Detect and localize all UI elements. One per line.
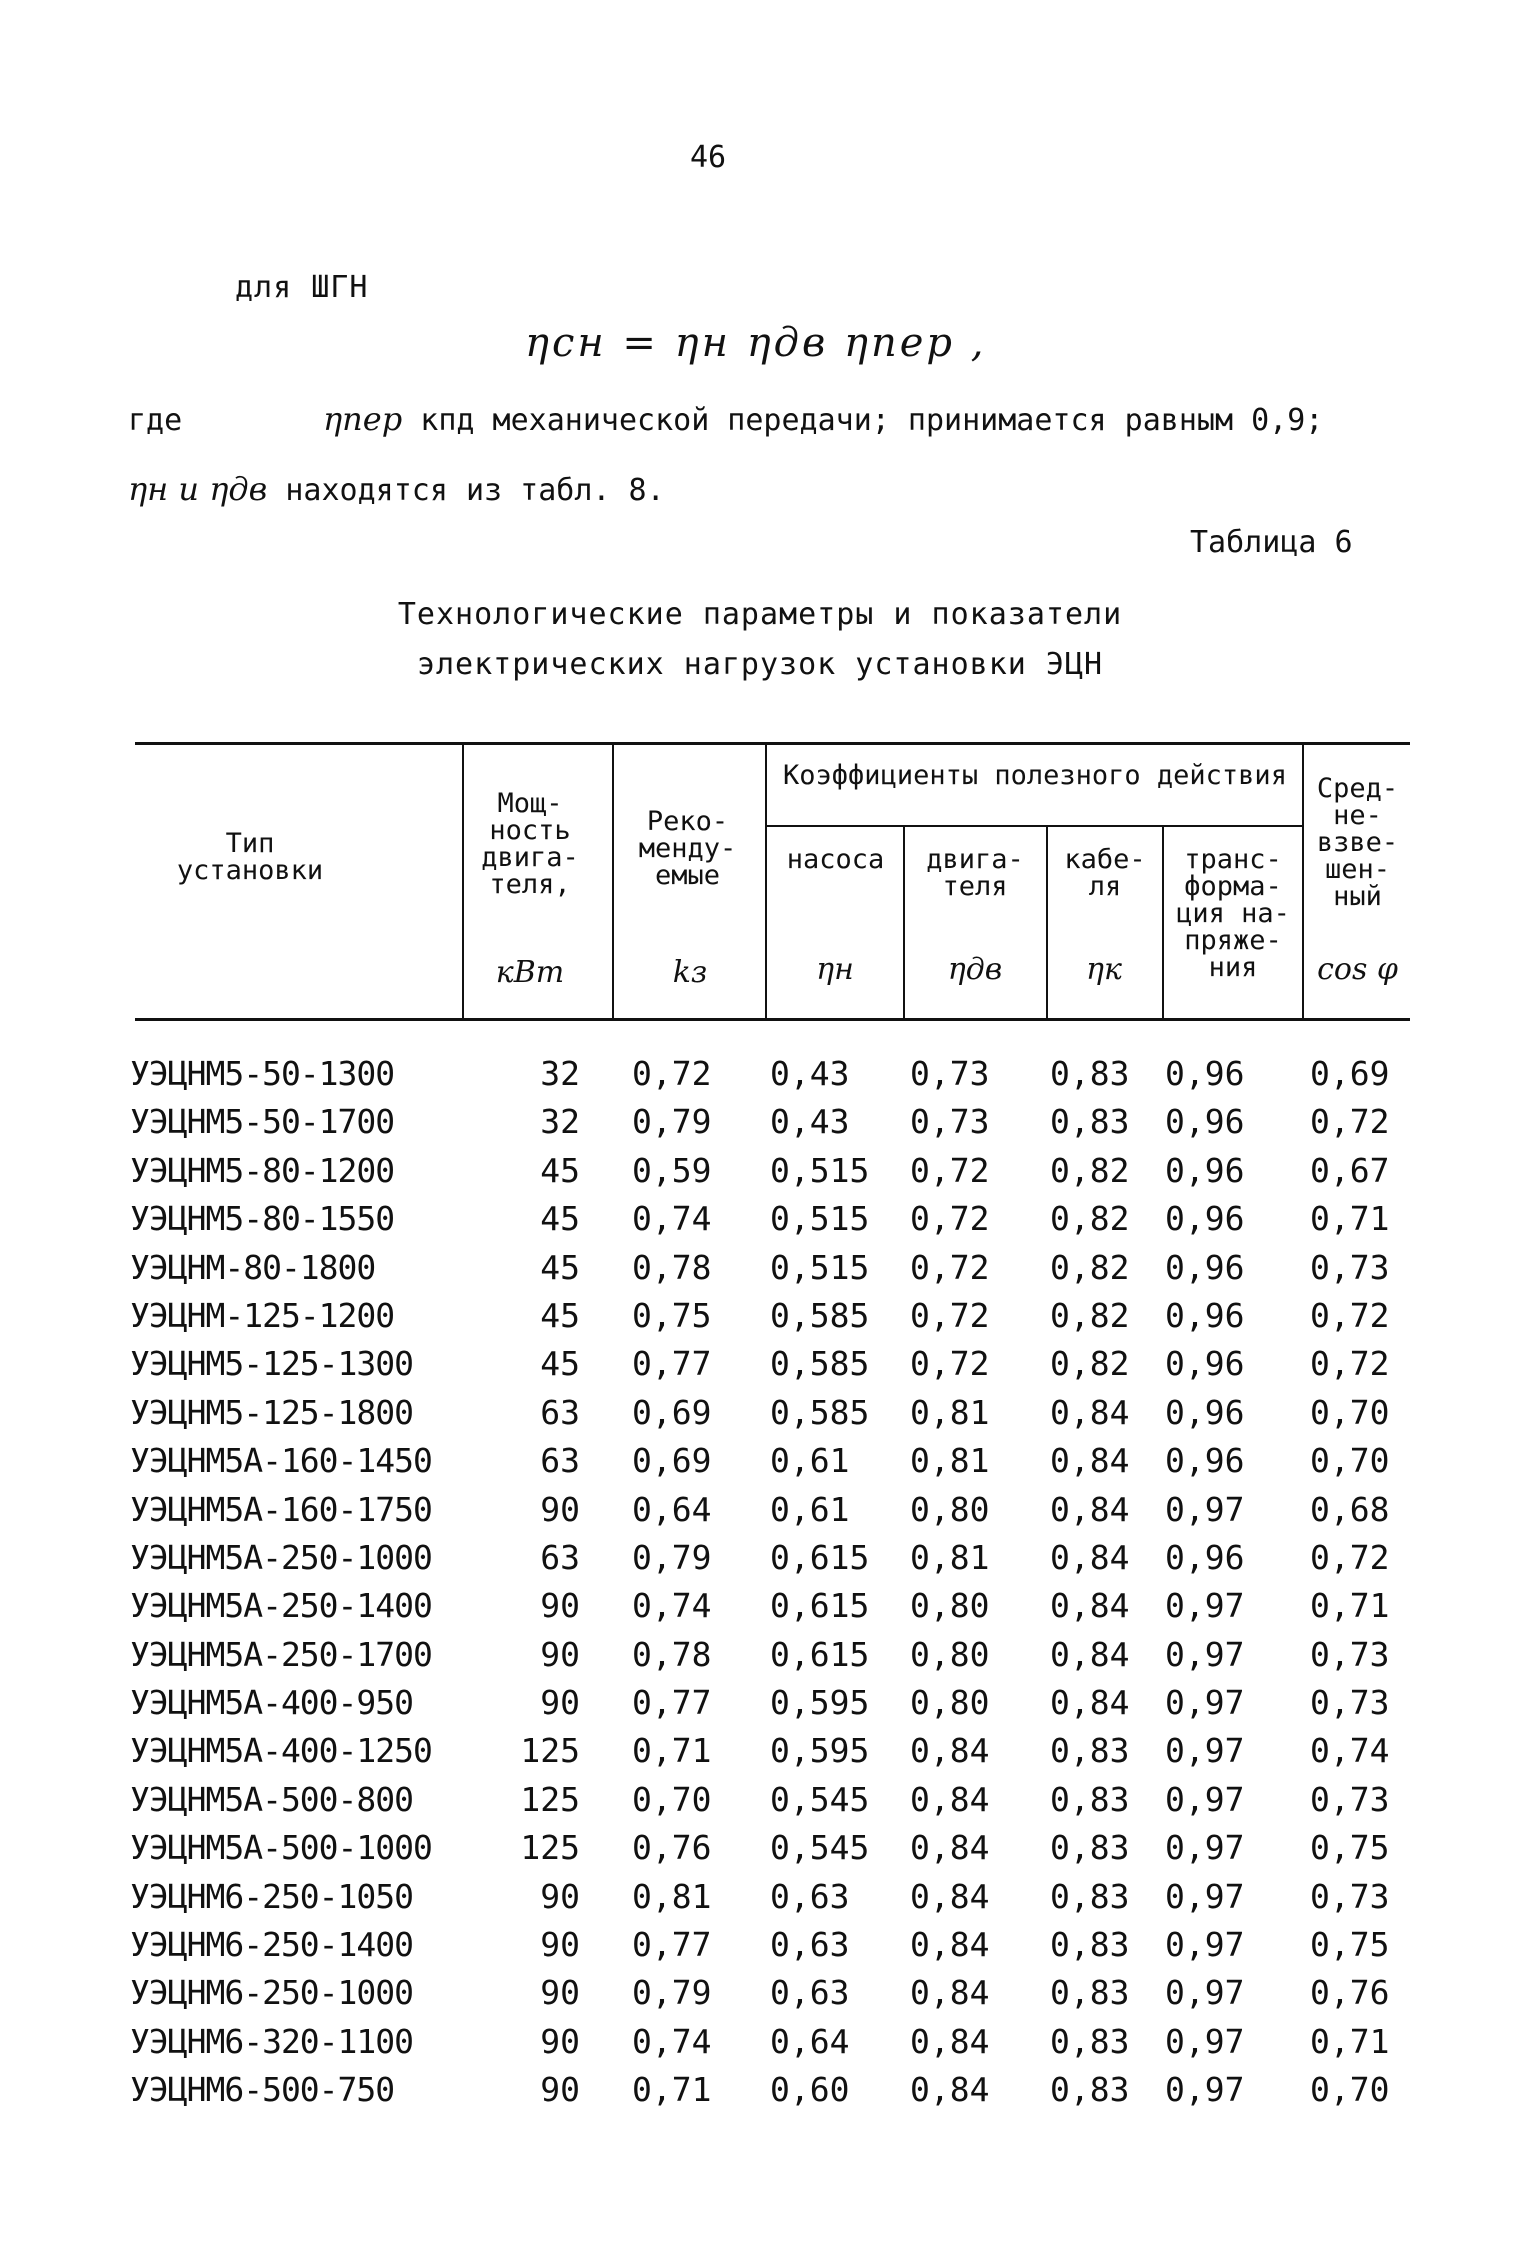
table-row	[0, 1389, 1536, 1437]
recommended-cell: 0,59	[632, 1150, 712, 1190]
type-cell: УЭЦНМ-80-1800	[130, 1247, 376, 1287]
header-average: Сред- не- взве- шен- ный	[1316, 773, 1399, 912]
header-transform: транс- форма- ция на- пряже- ния	[1176, 844, 1290, 983]
average-cos-phi-cell: 0,70	[1310, 2070, 1390, 2110]
motor-efficiency-cell: 0,80	[910, 1683, 990, 1723]
cable-efficiency-cell: 0,84	[1050, 1586, 1130, 1626]
power-cell: 90	[540, 1876, 580, 1916]
column-divider	[462, 744, 464, 1020]
transform-efficiency-cell: 0,96	[1165, 1247, 1245, 1287]
type-cell: УЭЦНМ5А-160-1450	[130, 1441, 432, 1481]
recommended-cell: 0,75	[632, 1295, 712, 1335]
motor-efficiency-cell: 0,80	[910, 1634, 990, 1674]
table-row	[0, 1292, 1536, 1340]
cable-efficiency-cell: 0,82	[1050, 1295, 1130, 1335]
column-divider	[903, 826, 905, 1020]
transform-efficiency-cell: 0,97	[1165, 1779, 1245, 1819]
motor-efficiency-cell: 0,72	[910, 1344, 990, 1384]
power-cell: 45	[540, 1150, 580, 1190]
pump-efficiency-cell: 0,515	[770, 1199, 870, 1239]
cable-efficiency-cell: 0,82	[1050, 1199, 1130, 1239]
average-cos-phi-cell: 0,76	[1310, 1973, 1390, 2013]
power-cell: 90	[540, 1925, 580, 1965]
transform-efficiency-cell: 0,96	[1165, 1199, 1245, 1239]
efficiency-symbols: ηн и ηдв	[128, 470, 268, 508]
transform-efficiency-cell: 0,97	[1165, 1634, 1245, 1674]
power-cell: 45	[540, 1344, 580, 1384]
transform-efficiency-cell: 0,97	[1165, 1586, 1245, 1626]
average-cos-phi-cell: 0,71	[1310, 1199, 1390, 1239]
power-cell: 32	[540, 1102, 580, 1142]
transmission-efficiency-symbol: ηпер	[323, 400, 403, 438]
table-title-line-1: Технологические параметры и показатели	[397, 597, 1123, 632]
recommended-cell: 0,77	[632, 1925, 712, 1965]
column-divider	[612, 744, 614, 1020]
motor-efficiency-cell: 0,72	[910, 1150, 990, 1190]
header-recommended: Реко- менду- емые	[638, 806, 737, 891]
type-cell: УЭЦНМ6-250-1050	[130, 1876, 414, 1916]
type-cell: УЭЦНМ5А-400-950	[130, 1683, 414, 1723]
average-cos-phi-cell: 0,72	[1310, 1344, 1390, 1384]
table-row	[0, 1195, 1536, 1243]
motor-efficiency-cell: 0,73	[910, 1054, 990, 1093]
table-row	[0, 1050, 1536, 1098]
cable-efficiency-cell: 0,83	[1050, 1828, 1130, 1868]
cable-efficiency-cell: 0,83	[1050, 1925, 1130, 1965]
cable-efficiency-cell: 0,83	[1050, 2070, 1130, 2110]
recommended-cell: 0,72	[632, 1054, 712, 1093]
type-cell: УЭЦНМ5А-160-1750	[130, 1489, 432, 1529]
cable-efficiency-cell: 0,83	[1050, 1779, 1130, 1819]
power-cell: 63	[540, 1537, 580, 1577]
average-cos-phi-cell: 0,67	[1310, 1150, 1390, 1190]
table-row	[0, 1679, 1536, 1727]
table-label: Таблица 6	[1190, 525, 1353, 560]
cable-efficiency-cell: 0,84	[1050, 1441, 1130, 1481]
table-row	[0, 1147, 1536, 1195]
recommended-cell: 0,81	[632, 1876, 712, 1916]
type-cell: УЭЦНМ6-250-1400	[130, 1925, 414, 1965]
average-cos-phi-cell: 0,73	[1310, 1634, 1390, 1674]
power-cell: 90	[540, 1489, 580, 1529]
motor-efficiency-cell: 0,73	[910, 1102, 990, 1142]
transform-efficiency-cell: 0,96	[1165, 1537, 1245, 1577]
header-cable-unit: ηк	[1086, 952, 1122, 987]
pump-efficiency-cell: 0,43	[770, 1054, 850, 1093]
average-cos-phi-cell: 0,71	[1310, 1586, 1390, 1626]
motor-efficiency-cell: 0,84	[910, 1731, 990, 1771]
recommended-cell: 0,76	[632, 1828, 712, 1868]
pump-efficiency-cell: 0,61	[770, 1441, 850, 1481]
type-cell: УЭЦНМ5А-400-1250	[130, 1731, 432, 1771]
type-cell: УЭЦНМ5А-250-1700	[130, 1634, 432, 1674]
average-cos-phi-cell: 0,72	[1310, 1295, 1390, 1335]
type-cell: УЭЦНМ-125-1200	[130, 1295, 395, 1335]
pump-efficiency-cell: 0,61	[770, 1489, 850, 1529]
transform-efficiency-cell: 0,97	[1165, 1828, 1245, 1868]
cable-efficiency-cell: 0,84	[1050, 1392, 1130, 1432]
power-cell: 90	[540, 1586, 580, 1626]
efficiency-group-rule	[766, 825, 1302, 827]
type-cell: УЭЦНМ5-80-1200	[130, 1150, 395, 1190]
transform-efficiency-cell: 0,97	[1165, 1489, 1245, 1529]
where-explanation: кпд механической передачи; принимается равным 0,9;	[420, 403, 1324, 438]
type-cell: УЭЦНМ5-50-1700	[130, 1102, 395, 1142]
type-cell: УЭЦНМ5А-250-1000	[130, 1537, 432, 1577]
motor-efficiency-cell: 0,80	[910, 1586, 990, 1626]
table-row	[0, 1486, 1536, 1534]
table-row	[0, 1244, 1536, 1292]
table-row	[0, 1873, 1536, 1921]
pump-efficiency-cell: 0,615	[770, 1634, 870, 1674]
pump-efficiency-cell: 0,60	[770, 2070, 850, 2110]
motor-efficiency-cell: 0,84	[910, 1828, 990, 1868]
cable-efficiency-cell: 0,84	[1050, 1537, 1130, 1577]
pump-efficiency-cell: 0,595	[770, 1683, 870, 1723]
type-cell: УЭЦНМ5А-250-1400	[130, 1586, 432, 1626]
pump-efficiency-cell: 0,615	[770, 1586, 870, 1626]
table-title-line-2: электрических нагрузок установки ЭЦН	[416, 647, 1104, 682]
motor-efficiency-cell: 0,84	[910, 1876, 990, 1916]
average-cos-phi-cell: 0,75	[1310, 1925, 1390, 1965]
column-divider	[1046, 826, 1048, 1020]
table-row	[0, 1631, 1536, 1679]
average-cos-phi-cell: 0,75	[1310, 1828, 1390, 1868]
transform-efficiency-cell: 0,97	[1165, 2070, 1245, 2110]
power-cell: 125	[520, 1779, 580, 1819]
transform-efficiency-cell: 0,97	[1165, 1683, 1245, 1723]
cable-efficiency-cell: 0,84	[1050, 1634, 1130, 1674]
header-type: Тип установки	[176, 828, 324, 886]
power-cell: 63	[540, 1441, 580, 1481]
header-pump-unit: ηн	[816, 952, 854, 987]
cable-efficiency-cell: 0,84	[1050, 1489, 1130, 1529]
motor-efficiency-cell: 0,72	[910, 1247, 990, 1287]
power-cell: 90	[540, 1683, 580, 1723]
header-average-unit: cos φ	[1317, 952, 1398, 987]
power-cell: 63	[540, 1392, 580, 1432]
pump-efficiency-cell: 0,615	[770, 1537, 870, 1577]
column-divider	[1302, 744, 1304, 1020]
cable-efficiency-cell: 0,83	[1050, 1731, 1130, 1771]
header-power: Мощ- ность двига- теля,	[481, 788, 579, 900]
header-cable: кабе- ля	[1064, 844, 1146, 902]
table-row	[0, 2066, 1536, 2114]
power-cell: 125	[520, 1828, 580, 1868]
transform-efficiency-cell: 0,96	[1165, 1054, 1245, 1093]
recommended-cell: 0,79	[632, 1973, 712, 2013]
pump-efficiency-cell: 0,64	[770, 2021, 850, 2061]
table-row	[0, 1340, 1536, 1388]
recommended-cell: 0,71	[632, 1731, 712, 1771]
table-row	[0, 1824, 1536, 1872]
pump-efficiency-cell: 0,585	[770, 1392, 870, 1432]
type-cell: УЭЦНМ6-250-1000	[130, 1973, 414, 2013]
type-cell: УЭЦНМ5А-500-1000	[130, 1828, 432, 1868]
table-row	[0, 1921, 1536, 1969]
cable-efficiency-cell: 0,83	[1050, 1102, 1130, 1142]
average-cos-phi-cell: 0,72	[1310, 1102, 1390, 1142]
transform-efficiency-cell: 0,96	[1165, 1150, 1245, 1190]
type-cell: УЭЦНМ5-50-1300	[130, 1054, 395, 1093]
transform-efficiency-cell: 0,96	[1165, 1392, 1245, 1432]
header-motor-unit: ηдв	[947, 952, 1003, 987]
table-row	[0, 2018, 1536, 2066]
recommended-cell: 0,64	[632, 1489, 712, 1529]
transform-efficiency-cell: 0,97	[1165, 1876, 1245, 1916]
motor-efficiency-cell: 0,84	[910, 1779, 990, 1819]
average-cos-phi-cell: 0,73	[1310, 1779, 1390, 1819]
column-divider	[1162, 826, 1164, 1020]
header-motor: двига- теля	[926, 844, 1024, 902]
pump-efficiency-cell: 0,585	[770, 1295, 870, 1335]
recommended-cell: 0,78	[632, 1634, 712, 1674]
table-row	[0, 1969, 1536, 2017]
average-cos-phi-cell: 0,70	[1310, 1392, 1390, 1432]
transform-efficiency-cell: 0,97	[1165, 2021, 1245, 2061]
motor-efficiency-cell: 0,81	[910, 1392, 990, 1432]
pump-efficiency-cell: 0,545	[770, 1828, 870, 1868]
recommended-cell: 0,79	[632, 1537, 712, 1577]
motor-efficiency-cell: 0,72	[910, 1295, 990, 1335]
recommended-cell: 0,74	[632, 1586, 712, 1626]
power-cell: 32	[540, 1054, 580, 1093]
transform-efficiency-cell: 0,96	[1165, 1102, 1245, 1142]
table-row	[0, 1582, 1536, 1630]
where-line	[128, 400, 1428, 438]
motor-efficiency-cell: 0,72	[910, 1199, 990, 1239]
average-cos-phi-cell: 0,73	[1310, 1876, 1390, 1916]
table-row	[0, 1534, 1536, 1582]
column-divider	[765, 744, 767, 1020]
table-row	[0, 1098, 1536, 1146]
table-body	[0, 1050, 1536, 2115]
transform-efficiency-cell: 0,96	[1165, 1441, 1245, 1481]
power-cell: 90	[540, 2021, 580, 2061]
type-cell: УЭЦНМ5-125-1800	[130, 1392, 414, 1432]
recommended-cell: 0,71	[632, 2070, 712, 2110]
transform-efficiency-cell: 0,96	[1165, 1295, 1245, 1335]
pump-efficiency-cell: 0,63	[770, 1876, 850, 1916]
table-row	[0, 1776, 1536, 1824]
motor-efficiency-cell: 0,84	[910, 1925, 990, 1965]
cable-efficiency-cell: 0,83	[1050, 1876, 1130, 1916]
table-header-bottom-rule	[135, 1018, 1410, 1021]
pump-efficiency-cell: 0,545	[770, 1779, 870, 1819]
power-cell: 45	[540, 1295, 580, 1335]
recommended-cell: 0,78	[632, 1247, 712, 1287]
type-cell: УЭЦНМ6-320-1100	[130, 2021, 414, 2061]
average-cos-phi-cell: 0,72	[1310, 1537, 1390, 1577]
motor-efficiency-cell: 0,80	[910, 1489, 990, 1529]
recommended-cell: 0,77	[632, 1683, 712, 1723]
cable-efficiency-cell: 0,83	[1050, 1054, 1130, 1093]
recommended-cell: 0,70	[632, 1779, 712, 1819]
recommended-cell: 0,74	[632, 2021, 712, 2061]
power-cell: 125	[520, 1731, 580, 1771]
average-cos-phi-cell: 0,74	[1310, 1731, 1390, 1771]
cable-efficiency-cell: 0,83	[1050, 2021, 1130, 2061]
transform-efficiency-cell: 0,97	[1165, 1973, 1245, 2013]
recommended-cell: 0,79	[632, 1102, 712, 1142]
recommended-cell: 0,74	[632, 1199, 712, 1239]
motor-efficiency-cell: 0,84	[910, 2070, 990, 2110]
cable-efficiency-cell: 0,83	[1050, 1973, 1130, 2013]
pump-efficiency-cell: 0,515	[770, 1150, 870, 1190]
type-cell: УЭЦНМ5А-500-800	[130, 1779, 414, 1819]
intro-text: для ШГН	[235, 270, 369, 305]
efficiency-formula: ηсн = ηн ηдв ηпер ,	[525, 320, 987, 366]
transform-efficiency-cell: 0,97	[1165, 1731, 1245, 1771]
type-cell: УЭЦНМ5-125-1300	[130, 1344, 414, 1384]
pump-efficiency-cell: 0,595	[770, 1731, 870, 1771]
power-cell: 45	[540, 1199, 580, 1239]
power-cell: 90	[540, 1634, 580, 1674]
cable-efficiency-cell: 0,82	[1050, 1247, 1130, 1287]
pump-efficiency-cell: 0,63	[770, 1925, 850, 1965]
type-cell: УЭЦНМ6-500-750	[130, 2070, 395, 2110]
type-cell: УЭЦНМ5-80-1550	[130, 1199, 395, 1239]
transform-efficiency-cell: 0,97	[1165, 1925, 1245, 1965]
motor-efficiency-cell: 0,84	[910, 2021, 990, 2061]
average-cos-phi-cell: 0,69	[1310, 1054, 1390, 1093]
header-power-unit: кВт	[495, 955, 565, 990]
average-cos-phi-cell: 0,70	[1310, 1441, 1390, 1481]
recommended-cell: 0,77	[632, 1344, 712, 1384]
recommended-cell: 0,69	[632, 1392, 712, 1432]
power-cell: 90	[540, 1973, 580, 2013]
motor-efficiency-cell: 0,81	[910, 1537, 990, 1577]
cable-efficiency-cell: 0,82	[1050, 1150, 1130, 1190]
pump-efficiency-cell: 0,63	[770, 1973, 850, 2013]
cable-efficiency-cell: 0,84	[1050, 1683, 1130, 1723]
recommended-cell: 0,69	[632, 1441, 712, 1481]
pump-efficiency-cell: 0,515	[770, 1247, 870, 1287]
cable-efficiency-cell: 0,82	[1050, 1344, 1130, 1384]
page-number: 46	[690, 140, 727, 175]
table-top-rule	[135, 742, 1410, 745]
header-pump: насоса	[786, 844, 885, 875]
average-cos-phi-cell: 0,71	[1310, 2021, 1390, 2061]
motor-efficiency-cell: 0,84	[910, 1973, 990, 2013]
average-cos-phi-cell: 0,73	[1310, 1683, 1390, 1723]
average-cos-phi-cell: 0,73	[1310, 1247, 1390, 1287]
header-recommended-unit: kз	[672, 955, 708, 990]
source-line	[128, 470, 665, 508]
average-cos-phi-cell: 0,68	[1310, 1489, 1390, 1529]
where-word: где	[128, 403, 183, 438]
power-cell: 45	[540, 1247, 580, 1287]
table-row	[0, 1437, 1536, 1485]
motor-efficiency-cell: 0,81	[910, 1441, 990, 1481]
header-efficiency-group: Коэффициенты полезного действия	[783, 760, 1287, 791]
table-row	[0, 1727, 1536, 1775]
source-text: находятся из табл. 8.	[285, 473, 665, 508]
pump-efficiency-cell: 0,43	[770, 1102, 850, 1142]
transform-efficiency-cell: 0,96	[1165, 1344, 1245, 1384]
pump-efficiency-cell: 0,585	[770, 1344, 870, 1384]
power-cell: 90	[540, 2070, 580, 2110]
